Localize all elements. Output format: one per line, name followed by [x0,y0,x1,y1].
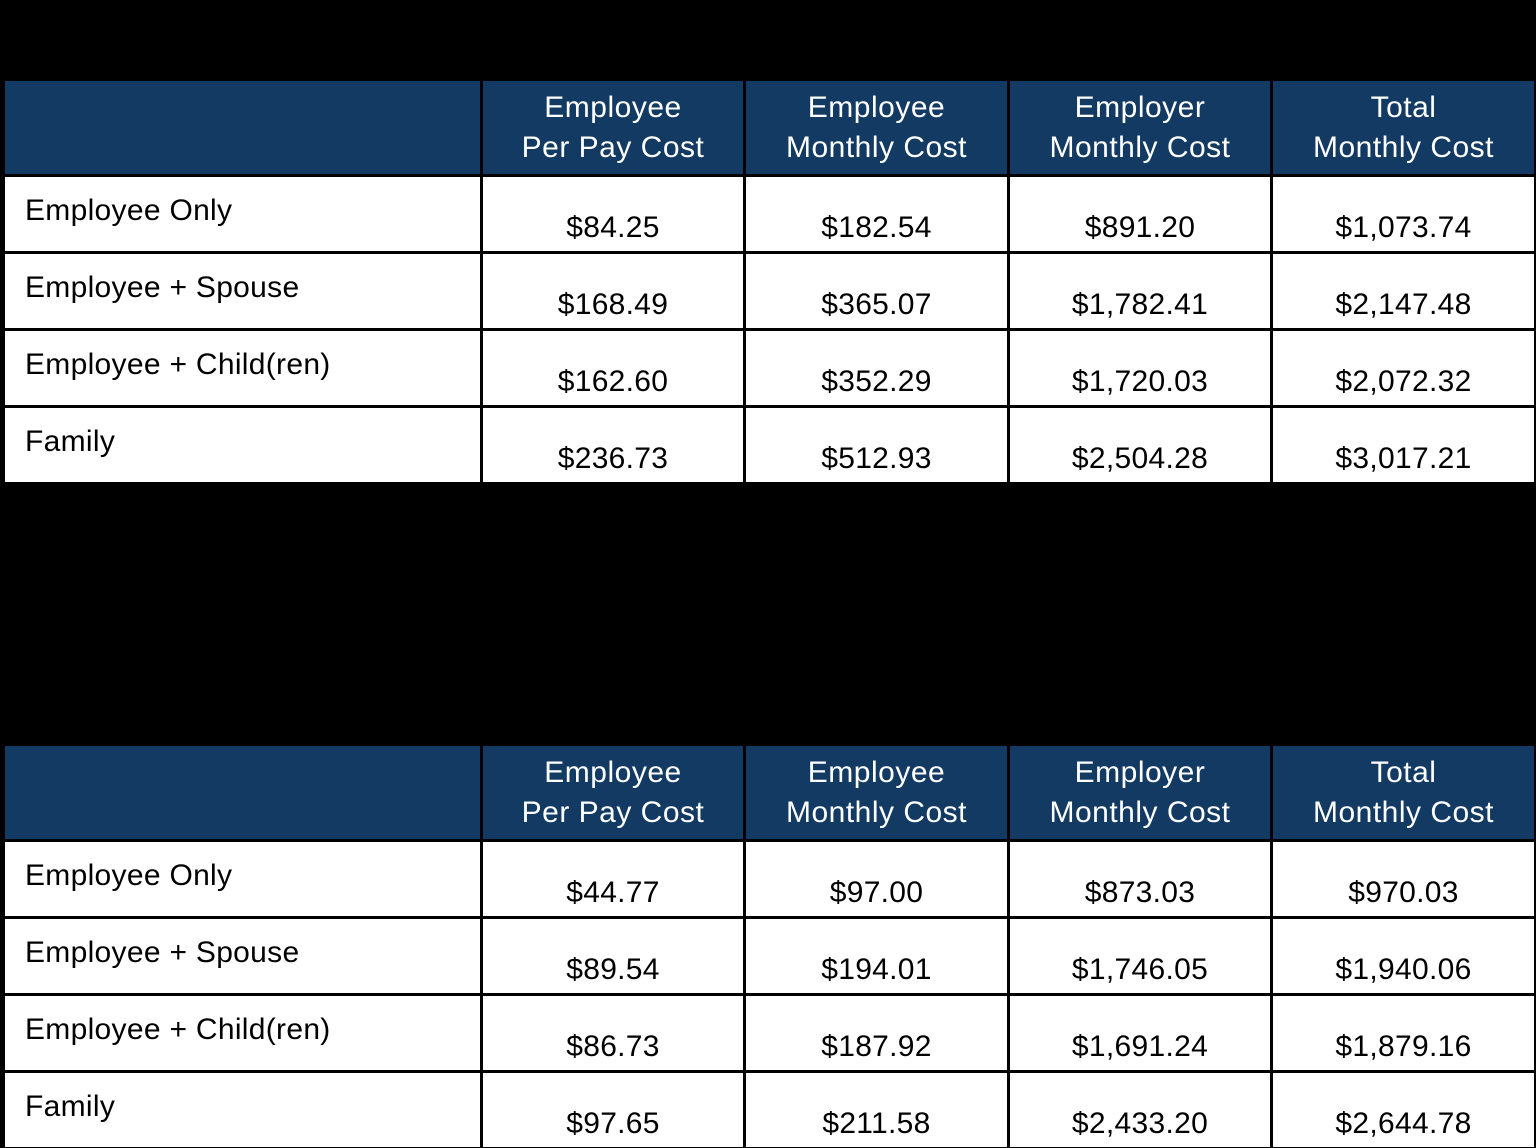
value-cell: $2,433.20 [1009,1072,1272,1148]
value-cell: $97.00 [745,841,1009,918]
value-cell: $970.03 [1272,841,1536,918]
row-label-cell: Employee + Child(ren) [4,995,482,1072]
value-cell: $3,017.21 [1272,407,1536,484]
header-line: Monthly Cost [785,130,968,164]
row-label-cell: Employee + Spouse [4,253,482,330]
value-cell: $89.54 [482,918,745,995]
row-label-cell: Employee Only [4,841,482,918]
value-cell: $1,746.05 [1009,918,1272,995]
value-cell: $891.20 [1009,176,1272,253]
row-label-cell: Employee + Child(ren) [4,330,482,407]
table-row-employee-children [4,995,1536,1072]
value-cell: $97.65 [482,1072,745,1148]
value-cell: $1,879.16 [1272,995,1536,1072]
value-cell: $2,147.48 [1272,253,1536,330]
header-line: Monthly Cost [785,795,968,829]
header-line: Total [1370,90,1437,124]
table-row-employee-children [4,330,1536,407]
header-line: Employer [1074,755,1206,789]
value-cell: $211.58 [745,1072,1009,1148]
header-total-monthly-cost [1272,80,1536,176]
header-total-monthly-cost [1272,745,1536,841]
header-row [4,80,1536,176]
header-row [4,745,1536,841]
value-cell: $1,782.41 [1009,253,1272,330]
header-employee-monthly-cost [745,745,1009,841]
value-cell: $2,644.78 [1272,1072,1536,1148]
row-label-cell: Employee Only [4,176,482,253]
header-employee-per-pay-cost [482,745,745,841]
rates-table-bottom [2,743,1536,1148]
table-row-employee-only [4,176,1536,253]
value-cell: $194.01 [745,918,1009,995]
table-row-employee-spouse [4,253,1536,330]
value-cell: $44.77 [482,841,745,918]
value-cell: $84.25 [482,176,745,253]
header-line: Monthly Cost [1049,795,1231,829]
row-label-cell: Employee + Spouse [4,918,482,995]
row-label-cell: Family [4,407,482,484]
table-row-family [4,407,1536,484]
value-cell: $1,940.06 [1272,918,1536,995]
header-line: Employee [807,90,946,124]
header-line: Employee [544,755,682,789]
header-employee-per-pay-cost [482,80,745,176]
value-cell: $86.73 [482,995,745,1072]
value-cell: $2,504.28 [1009,407,1272,484]
value-cell: $2,072.32 [1272,330,1536,407]
header-line: Employee [544,90,682,124]
header-employer-monthly-cost [1009,80,1272,176]
value-cell: $1,691.24 [1009,995,1272,1072]
header-line: Monthly Cost [1312,130,1495,164]
value-cell: $162.60 [482,330,745,407]
header-blank-corner [4,80,482,176]
value-cell: $1,720.03 [1009,330,1272,407]
header-line: Per Pay Cost [521,795,705,829]
value-cell: $236.73 [482,407,745,484]
header-blank-corner [4,745,482,841]
table-row-family [4,1072,1536,1148]
header-line: Monthly Cost [1312,795,1495,829]
header-line: Employer [1074,90,1206,124]
value-cell: $365.07 [745,253,1009,330]
header-employer-monthly-cost [1009,745,1272,841]
rates-table-top [2,78,1536,485]
value-cell: $873.03 [1009,841,1272,918]
header-employee-monthly-cost [745,80,1009,176]
header-line: Total [1370,755,1437,789]
header-line: Employee [807,755,946,789]
table-row-employee-only [4,841,1536,918]
value-cell: $512.93 [745,407,1009,484]
table-row-employee-spouse [4,918,1536,995]
value-cell: $187.92 [745,995,1009,1072]
header-line: Per Pay Cost [521,130,705,164]
value-cell: $352.29 [745,330,1009,407]
value-cell: $1,073.74 [1272,176,1536,253]
value-cell: $182.54 [745,176,1009,253]
header-line: Monthly Cost [1049,130,1231,164]
row-label-cell: Family [4,1072,482,1148]
value-cell: $168.49 [482,253,745,330]
